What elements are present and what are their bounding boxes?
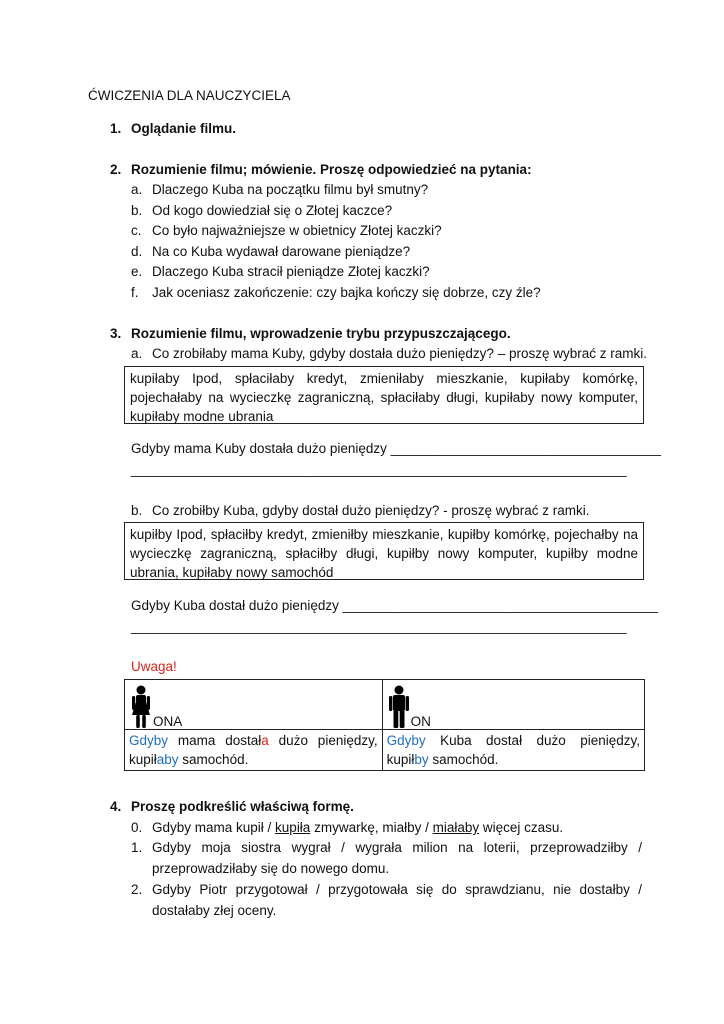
section-3-title: Rozumienie filmu, wprowadzenie trybu przypuszczającego. [131, 326, 511, 341]
male-example-text: Kuba dostał dużo pieniędzy, [425, 733, 640, 748]
list-item-letter: a. [131, 182, 143, 197]
male-example-text: samochód. [428, 752, 499, 767]
gdyby-highlight: Gdyby [129, 733, 169, 748]
woman-icon [129, 685, 153, 729]
female-example-line-1 [129, 731, 378, 750]
exercise-item-example [152, 820, 563, 835]
list-item-letter: f. [131, 285, 139, 300]
exercise-text: Gdyby mama kupił / [152, 820, 276, 835]
exercise-item-2-line-1: Gdyby Piotr przygotował / przygotowała się do sprawdzianu, nie dostałby / [152, 882, 642, 897]
female-header-cell [125, 680, 383, 730]
exercise-item-1-line-2: przeprowadziłaby się do nowego domu. [152, 861, 390, 876]
section-3a-letter: a. [131, 346, 143, 361]
female-label: ONA [153, 714, 183, 729]
female-example-cell [125, 730, 383, 771]
underlined-answer: kupiła [275, 820, 311, 835]
underlined-answer: miałaby [432, 820, 480, 835]
list-item: Od kogo dowiedział się o Złotej kaczce? [152, 203, 393, 218]
list-item-letter: b. [131, 203, 143, 218]
female-example-text: mama dostał [168, 733, 262, 748]
section-3b-question: Co zrobiłby Kuba, gdyby dostał dużo pieniędzy? - proszę wybrać z ramki. [152, 503, 590, 518]
answer-line-3b-2: __________________________________________________________________ [131, 619, 627, 634]
male-example-text: kupił [386, 752, 415, 767]
uwaga-label: Uwaga! [131, 659, 177, 674]
section-2-title: Rozumienie filmu; mówienie. Proszę odpowiedzieć na pytania: [131, 162, 532, 177]
male-example-cell [382, 730, 644, 771]
list-item: Na co Kuba wydawał darowane pieniądze? [152, 244, 411, 259]
ending-highlight: aby [156, 752, 179, 767]
list-item-letter: e. [131, 264, 143, 279]
answer-line-3a-2: __________________________________________________________________ [131, 462, 627, 477]
page-title: ĆWICZENIA DLA NAUCZYCIELA [88, 88, 291, 103]
word-bank-box-male: kupiłby Ipod, spłaciłby kredyt, zmieniłby mieszkanie, kupiłby komórkę, pojechałby na wycieczkę zagraniczną, spłaciłby długi, kupiłby nowy komputer, kupiłby modne ubrania, kupiłaby nowy samochód [124, 522, 644, 580]
female-example-line-2 [129, 750, 378, 769]
exercise-item-number: 2. [131, 882, 143, 897]
list-item: Dlaczego Kuba na początku filmu był smutny? [152, 182, 429, 197]
male-label: ON [410, 714, 431, 729]
exercise-item-number: 1. [131, 840, 143, 855]
female-example-text: dużo pieniędzy, [268, 733, 378, 748]
female-example-text: kupił [129, 752, 157, 767]
exercise-text: więcej czasu. [479, 820, 564, 835]
list-item: Jak oceniasz zakończenie: czy bajka kończy się dobrze, czy źle? [152, 285, 541, 300]
list-item: Co było najważniejsze w obietnicy Złotej kaczki? [152, 223, 442, 238]
section-4-number: 4. [110, 799, 122, 814]
ending-highlight: a [261, 733, 269, 748]
exercise-item-1-line-1: Gdyby moja siostra wygrał / wygrała milion na loterii, przeprowadziłby / [152, 840, 642, 855]
section-3a-question: Co zrobiłaby mama Kuby, gdyby dostała dużo pieniędzy? – proszę wybrać z ramki. [152, 346, 647, 361]
man-icon [387, 685, 411, 729]
female-example-text: samochód. [178, 752, 249, 767]
answer-line-3b-1: Gdyby Kuba dostał dużo pieniędzy __________________________________________ [131, 598, 658, 613]
ending-highlight: by [414, 752, 429, 767]
list-item-letter: d. [131, 244, 143, 259]
answer-line-3a-1: Gdyby mama Kuby dostała dużo pieniędzy ____________________________________ [131, 441, 661, 456]
section-1-number: 1. [110, 121, 122, 136]
gender-comparison-table [124, 679, 645, 771]
section-1-title: Oglądanie filmu. [131, 121, 237, 136]
exercise-item-2-line-2: dostałaby złej oceny. [152, 903, 277, 918]
male-example-line-1 [387, 731, 640, 750]
male-example-line-2 [387, 750, 640, 769]
list-item-letter: c. [131, 223, 142, 238]
section-2-number: 2. [110, 162, 122, 177]
exercise-item-number: 0. [131, 820, 143, 835]
section-3-number: 3. [110, 326, 122, 341]
section-4-title: Proszę podkreślić właściwą formę. [131, 799, 354, 814]
word-bank-box-female: kupiłaby Ipod, spłaciłaby kredyt, zmieniłaby mieszkanie, kupiłaby komórkę, pojechałaby na wycieczkę zagraniczną, spłaciłaby długi, kupiłaby nowy komputer, kupiłaby modne ubrania [124, 366, 644, 424]
exercise-text: zmywarkę, miałby / [310, 820, 433, 835]
gdyby-highlight: Gdyby [386, 733, 426, 748]
section-3b-letter: b. [131, 503, 143, 518]
male-header-cell [382, 680, 644, 730]
list-item: Dlaczego Kuba stracił pieniądze Złotej kaczki? [152, 264, 430, 279]
